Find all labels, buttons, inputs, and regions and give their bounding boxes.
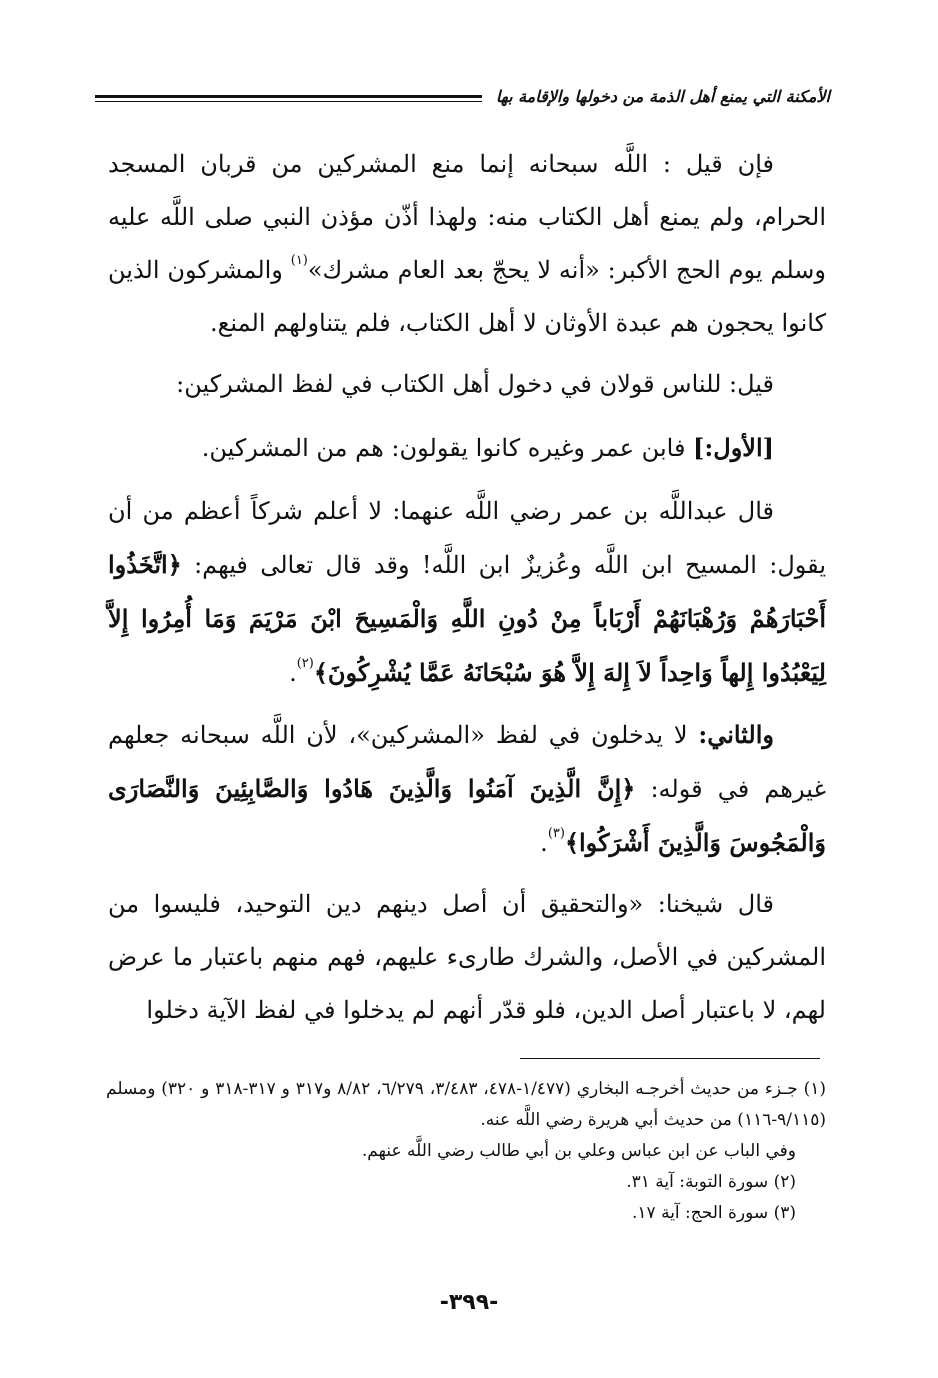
footnote-1: (١) جـزء من حديث أخرجـه البخاري (١/٤٧٧-٤٧٨، ٣/٤٨٣، ٦/٢٧٩، ٨/٨٢ و٣١٧ و ٣١٧-٣١٨ و ٣٢٠) ومسلم (٩/١١٥-١١٦) من حديث أبي هريرة رضي اللَّه عنه. — [106, 1079, 826, 1130]
first-opinion-label: [الأول:] — [693, 433, 774, 462]
quran-verse-tawbah: ﴿اتَّخَذُوا أَحْبَارَهُمْ وَرُهْبَانَهُمْ أَرْبَاباً مِنْ دُونِ اللَّهِ وَالْمَسِيحَ ابْنَ مَرْيَمَ وَمَا أُمِرُوا إِلاَّ لِيَعْبُدُوا إِلهاً وَاحِداً لاَ إِلهَ إِلاَّ هُوَ سُبْحَانَهُ عَمَّا يُشْرِكُونَ﴾ — [108, 550, 826, 687]
quran-verse-hajj: ﴿إِنَّ الَّذِينَ آمَنُوا وَالَّذِينَ هَادُوا وَالصَّابِئِينَ وَالنَّصَارَى وَالْمَجُوسَ وَالَّذِينَ أَشْرَكُوا﴾ — [108, 774, 826, 857]
footnote-3: (٣) سورة الحج: آية ١٧. — [632, 1203, 796, 1223]
header-rule — [95, 95, 482, 102]
footnote-separator — [520, 1058, 820, 1059]
footnote-ref-1: (١) — [290, 253, 308, 268]
second-opinion-label: والثاني: — [698, 720, 774, 749]
paragraph-first-opinion: [الأول:] فابن عمر وغيره كانوا يقولون: هم من المشركين. — [201, 433, 774, 462]
paragraph-ibn-umar: قال عبداللَّه بن عمر رضي اللَّه عنهما: لا أعلم شركاً أعظم من أن يقول: المسيح ابن اللَّه وعُزيزٌ ابن اللَّه! وقد قال تعالى فيهم: ﴿اتَّخَذُوا أَحْبَارَهُمْ وَرُهْبَانَهُمْ أَرْبَاباً مِنْ دُونِ اللَّهِ وَالْمَسِيحَ ابْنَ مَرْيَمَ وَمَا أُمِرُوا إِلاَّ لِيَعْبُدُوا إِلهاً وَاحِداً لاَ إِلهَ إِلاَّ هُوَ سُبْحَانَهُ عَمَّا يُشْرِكُونَ﴾$^{(٢)}$. — [108, 497, 826, 687]
paragraph-objection: فإن قيل : اللَّه سبحانه إنما منع المشركين من قربان المسجد الحرام، ولم يمنع أهل الكتاب منه: ولهذا أذّن مؤذن النبي صلى اللَّه عليه وسلم يوم الحج الأكبر: «أنه لا يحجّ بعد العام مشرك»$^{(١)}$ والمشركون الذين كانوا يحجون هم عبدة الأوثان لا أهل الكتاب، فلم يتناولهم المنع. — [108, 150, 826, 337]
paragraph-two-opinions: قيل: للناس قولان في دخول أهل الكتاب في لفظ المشركين: — [176, 370, 774, 398]
footnote-2: (٢) سورة التوبة: آية ٣١. — [626, 1172, 796, 1192]
footnote-1-continued: وفي الباب عن ابن عباس وعلي بن أبي طالب رضي اللَّه عنهم. — [361, 1141, 796, 1161]
running-title: الأمكنة التي يمنع أهل الذمة من دخولها والإقامة بها — [495, 87, 830, 106]
running-header — [95, 68, 830, 108]
body-text — [108, 138, 826, 1045]
paragraph-shaykh-quote: قال شيخنا: «والتحقيق أن أصل دينهم دين التوحيد، فليسوا من المشركين في الأصل، والشرك طارىء عليهم، فهم منهم باعتبار ما عرض لهم، لا باعتبار أصل الدين، فلو قدّر أنهم لم يدخلوا في لفظ الآية دخلوا — [108, 890, 826, 1024]
footnote-ref-2: (٢) — [296, 656, 314, 671]
footnotes — [106, 1074, 826, 1229]
paragraph-second-opinion: والثاني: لا يدخلون في لفظ «المشركين»، لأن اللَّه سبحانه جعلهم غيرهم في قوله: ﴿إِنَّ الَّذِينَ آمَنُوا وَالَّذِينَ هَادُوا وَالصَّابِئِينَ وَالنَّصَارَى وَالْمَجُوسَ وَالَّذِينَ أَشْرَكُوا﴾$^{(٣)}$. — [108, 720, 826, 857]
page-number: -٣٩٩- — [439, 1290, 499, 1315]
footnote-ref-3: (٣) — [547, 826, 565, 841]
